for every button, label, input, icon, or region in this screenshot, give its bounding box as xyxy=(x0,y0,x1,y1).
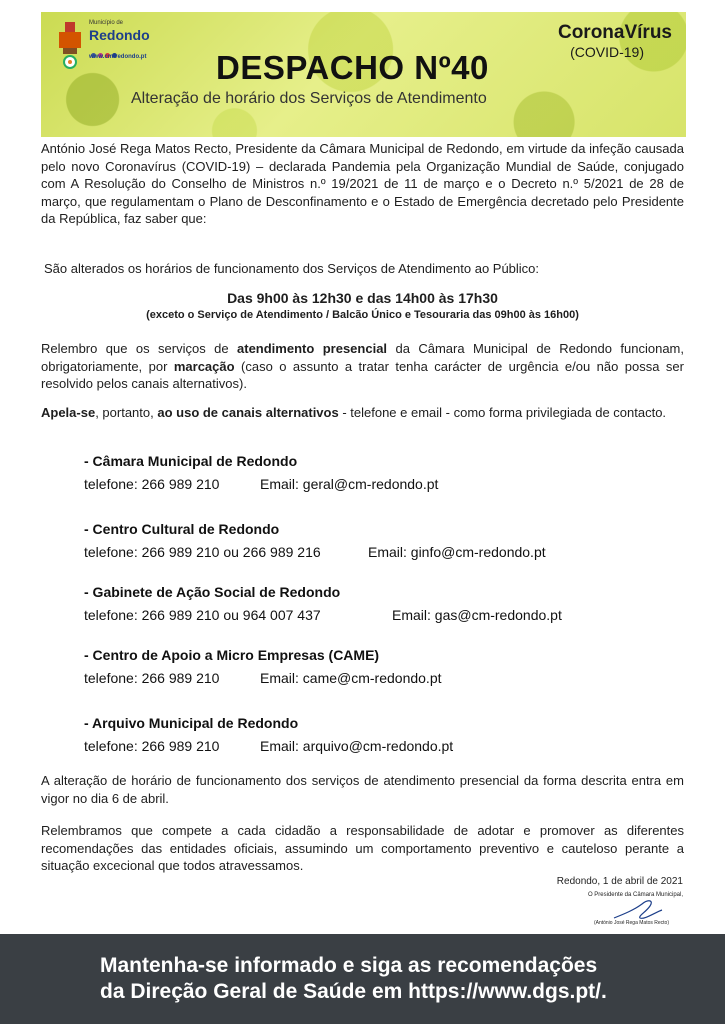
contact-line xyxy=(84,738,454,754)
signature-role: O Presidente da Câmara Municipal, xyxy=(587,892,683,898)
castle-icon xyxy=(55,18,85,70)
contact-line xyxy=(84,670,442,686)
contact-phone[interactable]: telefone: 266 989 210 xyxy=(84,670,220,686)
appeal-text-2: - telefone e email - como forma privilegiada de contacto. xyxy=(338,405,667,420)
signature-name: (António José Rega Matos Recto) xyxy=(593,920,669,926)
contact-phone[interactable]: telefone: 266 989 210 xyxy=(84,738,220,754)
reminder-text-2: da Câmara Municipal de Redondo funcionam, obrigatoriamente, por xyxy=(41,341,684,374)
altered-hours-intro: São alterados os horários de funcionamento dos Serviços de Atendimento ao Público: xyxy=(44,261,540,276)
intro-paragraph: António José Rega Matos Recto, Presidente da Câmara Municipal de Redondo, em virtude da infeção causada pelo novo Coronavírus (COVID-19) – declarada Pandemia pela Organização Mundial de Saúde, conjugado com A Resolução do Conselho de Ministros n.º 19/2021 de 11 de março e o Decreto n.º 5/2021 de 28 de março, que regulamentam o Plano de Desconfinamento e o Estado de Emergência decretado pelo Presidente da República, faz saber que: xyxy=(41,141,684,226)
footer-line-1: Mantenha-se informado e siga as recomendações xyxy=(100,954,598,977)
contact-name: - Arquivo Municipal de Redondo xyxy=(84,715,299,731)
closing-paragraph: Relembramos que compete a cada cidadão a responsabilidade de adotar e promover as diferentes recomendações das entidades oficiais, assumindo um comportamento preventivo e cauteloso perante a situação excecional que todos atravessamos. xyxy=(41,823,684,873)
reminder-text-3: (caso o assunto a tratar tenha carácter de urgência e/ou não possa ser resolvido pelos canais alternativos). xyxy=(41,358,684,391)
logo-name: Redondo xyxy=(89,27,150,43)
municipality-logo xyxy=(55,18,165,78)
change-notice-paragraph: A alteração de horário de funcionamento dos serviços de atendimento presencial da forma descrita entra em vigor no dia 6 de abril. xyxy=(41,773,684,806)
reminder-text-1: Relembro que os serviços de xyxy=(41,341,238,356)
contact-name: - Centro de Apoio a Micro Empresas (CAME) xyxy=(84,647,380,663)
contact-email[interactable]: Email: geral@cm-redondo.pt xyxy=(260,476,439,492)
contact-line xyxy=(84,544,546,560)
reminder-paragraph xyxy=(41,340,684,393)
logo-url: www.cm-redondo.pt xyxy=(89,54,147,60)
appeal-paragraph xyxy=(41,404,684,422)
header-banner xyxy=(41,12,686,137)
coronavirus-heading: CoronaVírus xyxy=(557,22,672,43)
signature-date: Redondo, 1 de abril de 2021 xyxy=(556,876,683,887)
hours-heading: Das 9h00 às 12h30 e das 14h00 às 17h30 xyxy=(227,290,498,306)
contact-phone[interactable]: telefone: 266 989 210 xyxy=(84,476,220,492)
covid-label: (COVID-19) xyxy=(570,44,644,60)
contact-line xyxy=(84,476,439,492)
contact-email[interactable]: Email: gas@cm-redondo.pt xyxy=(392,607,562,623)
reminder-bold-1: atendimento presencial xyxy=(237,341,388,356)
contact-name: - Gabinete de Ação Social de Redondo xyxy=(84,584,341,600)
hours-exception: (exceto o Serviço de Atendimento / Balcão Único e Tesouraria das 09h00 às 16h00) xyxy=(146,309,579,321)
footer-message xyxy=(100,953,607,1005)
appeal-bold-1: Apela-se xyxy=(41,405,96,420)
contact-name: - Centro Cultural de Redondo xyxy=(84,521,280,537)
footer-line-2[interactable]: da Direção Geral de Saúde em https://www.dgs.pt/. xyxy=(100,980,607,1003)
logo-caption: Município de xyxy=(89,20,124,26)
contact-line xyxy=(84,607,562,623)
contact-phone[interactable]: telefone: 266 989 210 ou 964 007 437 xyxy=(84,607,321,623)
reminder-bold-2: marcação xyxy=(173,358,235,374)
contact-email[interactable]: Email: came@cm-redondo.pt xyxy=(260,670,442,686)
appeal-text-1: , portanto, xyxy=(95,405,158,420)
appeal-bold-2: ao uso de canais alternativos xyxy=(157,405,339,420)
contact-email[interactable]: Email: arquivo@cm-redondo.pt xyxy=(260,738,454,754)
page-title: DESPACHO Nº40 xyxy=(216,49,489,86)
contact-phone[interactable]: telefone: 266 989 210 ou 266 989 216 xyxy=(84,544,321,560)
contact-email[interactable]: Email: ginfo@cm-redondo.pt xyxy=(368,544,546,560)
contact-name: - Câmara Municipal de Redondo xyxy=(84,453,298,469)
page-subtitle: Alteração de horário dos Serviços de Atendimento xyxy=(131,90,487,107)
